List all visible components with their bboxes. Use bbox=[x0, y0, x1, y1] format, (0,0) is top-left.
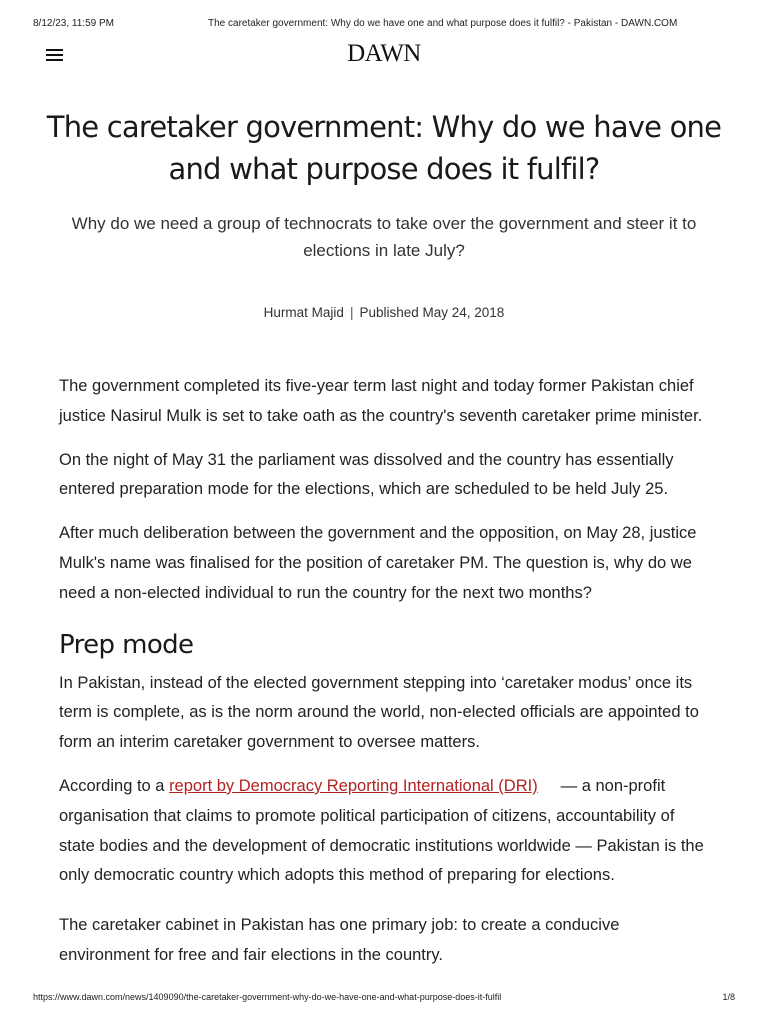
print-page-title: The caretaker government: Why do we have one and what purpose does it fulfil? - Pakistan - DAWN.COM bbox=[208, 18, 678, 29]
print-footer bbox=[0, 992, 768, 1006]
article-paragraph: The caretaker cabinet in Pakistan has one primary job: to create a conducive environment for free and fair elections in the country. bbox=[59, 916, 620, 964]
article-paragraph: The government completed its five-year term last night and today former Pakistan chief justice Nasirul Mulk is set to take oath as the country's seventh caretaker prime minister. bbox=[59, 377, 703, 425]
article-paragraph: In Pakistan, instead of the elected government stepping into ‘caretaker modus’ once its term is complete, as is the norm around the world, non-elected officials are appointed to form an interim caretaker government to oversee matters. bbox=[59, 673, 699, 752]
article-paragraph: After much deliberation between the government and the opposition, on May 28, justice Mulk's name was finalised for the position of caretaker PM. The question is, why do we need a non-elected individual to run the country for the next two months? bbox=[59, 524, 697, 602]
author-name[interactable]: Hurmat Majid bbox=[263, 305, 344, 320]
print-date: 8/12/23, 11:59 PM bbox=[33, 18, 114, 29]
article-subtitle: Why do we need a group of technocrats to take over the government and steer it to elections in late July? bbox=[71, 214, 697, 260]
print-header bbox=[0, 18, 768, 32]
site-header bbox=[0, 40, 768, 72]
print-page-number: 1/8 bbox=[722, 992, 735, 1002]
print-url: https://www.dawn.com/news/1409090/the-caretaker-government-why-do-we-have-one-and-what-purpose-does-it-fulfil bbox=[33, 992, 502, 1002]
published-date: Published May 24, 2018 bbox=[359, 305, 505, 320]
paragraph-text-after-link: — a non-profit organisation that claims to promote political participation of citizens, accountability of state bodies and the development of democratic institutions worldwide — Pakistan is the only democratic country which adopts this method of preparing for elections. bbox=[59, 776, 709, 885]
article-paragraph: On the night of May 31 the parliament was dissolved and the country has essentially entered preparation mode for the elections, which are scheduled to be held July 25. bbox=[59, 450, 674, 499]
article-body bbox=[59, 372, 713, 985]
byline-separator: | bbox=[349, 305, 354, 320]
paragraph-text-before-link: According to a bbox=[59, 776, 170, 795]
site-logo[interactable]: DAWN bbox=[347, 40, 421, 67]
dri-report-link[interactable]: report by Democracy Reporting International (DRI) bbox=[169, 776, 538, 795]
section-heading: Prep mode bbox=[59, 629, 194, 660]
article-byline bbox=[0, 305, 768, 320]
article-headline: The caretaker government: Why do we have one and what purpose does it fulfil? bbox=[46, 110, 722, 186]
article-paragraph-with-link bbox=[59, 772, 713, 891]
